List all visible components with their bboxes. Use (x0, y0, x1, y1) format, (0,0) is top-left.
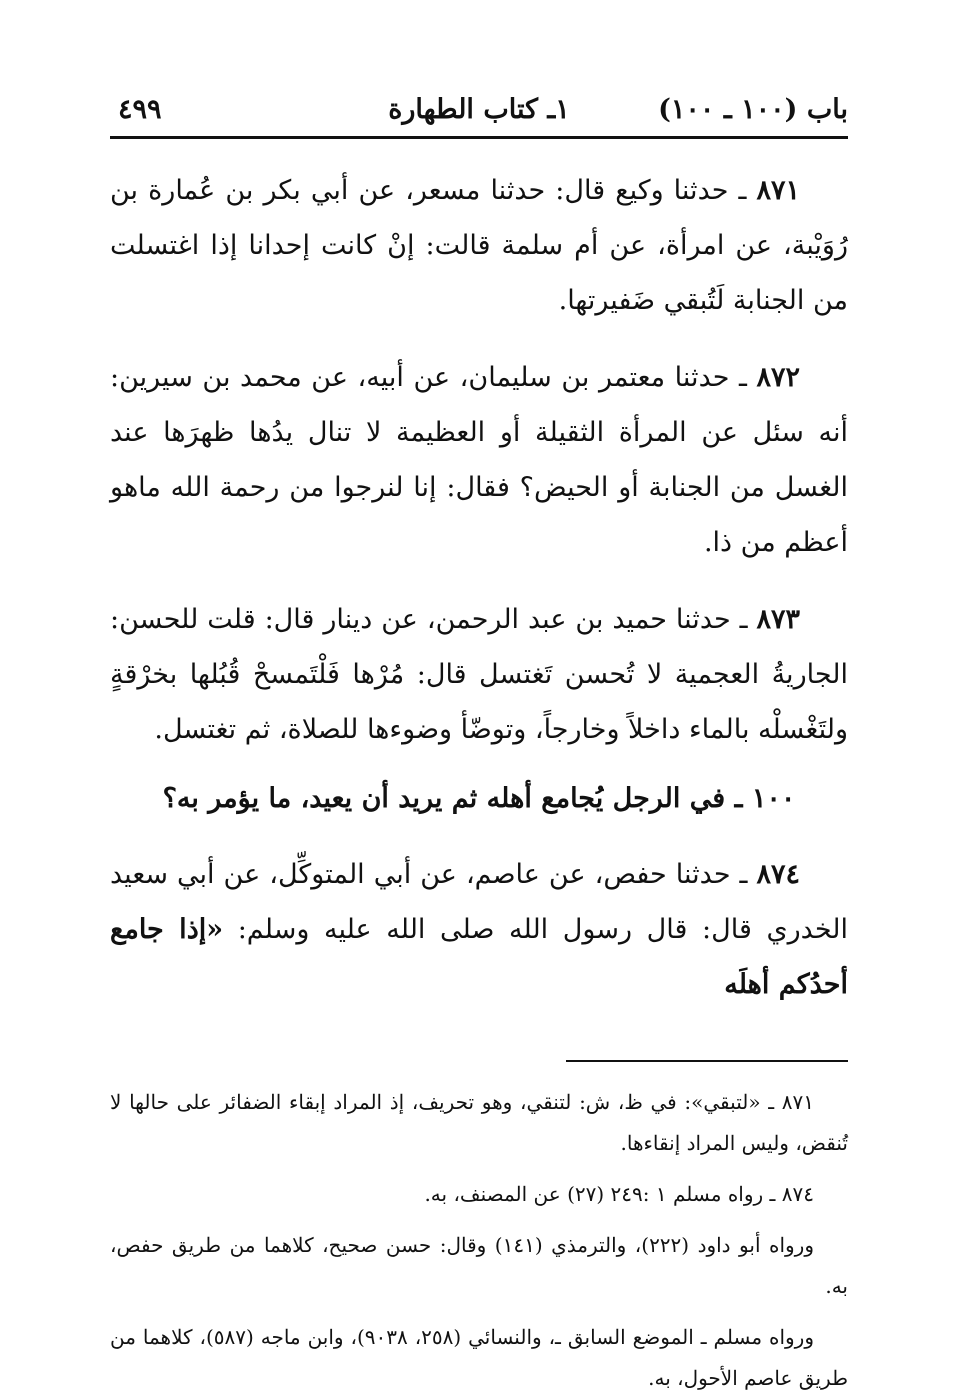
hadith-number: ٨٧١ (756, 175, 800, 206)
hadith-body: ـ حدثنا حميد بن عبد الرحمن، عن دينار قال: قلت للحسن: الجاريةُ العجمية لا تُحسن تَغتسل قال: مُرْها فَلْتَمسحْ قُبُلها بخرْقةٍ ولتَغْسلْه بالماء داخلاً وخارجاً، وتوضّأ وضوءها للصلاة، ثم تغتسل. (110, 604, 848, 745)
footnote: ورواه أبو داود (٢٢٢)، والترمذي (١٤١) وقال: حسن صحيح، كلاهما من طريق حفص، به. (110, 1233, 848, 1298)
page-number: ٤٩٩ (118, 94, 162, 125)
footnote: ورواه مسلم ـ الموضع السابق ـ، والنسائي (٢٥٨، ٩٠٣٨)، وابن ماجه (٥٨٧)، كلاهما من طريق عاصم الأحول، به. (110, 1325, 848, 1390)
hadith-874 (110, 847, 848, 1012)
footnote: ٨٧٤ ـ رواه مسلم ١ :٢٤٩ (٢٧) عن المصنف، به. (424, 1182, 814, 1206)
footnote-separator (566, 1060, 848, 1062)
page-header (110, 80, 848, 139)
hadith-871 (110, 163, 848, 328)
footnote: ٨٧١ ـ «لتبقي»: في ظ، ش: لتنقي، وهو تحريف، إذ المراد إبقاء الضفائر على حالها لا تُنقض، وليس المراد إنقاءها. (110, 1090, 848, 1155)
hadith-number: ٨٧٣ (756, 604, 800, 635)
hadith-body: ـ حدثنا معتمر بن سليمان، عن أبيه، عن محمد بن سيرين: أنه سئل عن المرأة الثقيلة أو العظيمة لا تنال يدُها ظهرَها عند الغسل من الجنابة أو الحيض؟ فقال: إنا لنرجوا من رحمة الله ماهو أعظم من ذا. (110, 362, 848, 558)
section-heading: ١٠٠ ـ في الرجل يُجامع أهله ثم يريد أن يعيد، ما يؤمر به؟ (162, 783, 796, 814)
hadith-number: ٨٧٤ (756, 859, 800, 890)
main-text (110, 163, 848, 1012)
footnotes (110, 1082, 848, 1399)
running-head-book: ١ـ كتاب الطهارة (388, 94, 570, 125)
running-head-chapter: باب (١٠٠ ـ ١٠٠) (658, 94, 848, 125)
hadith-872 (110, 350, 848, 570)
hadith-body: ـ حدثنا وكيع قال: حدثنا مسعر، عن أبي بكر بن عُمارة بن رُوَيْبة، عن امرأة، عن أم سلمة قالت: إنْ كانت إحدانا إذا اغتسلت من الجنابة لَتُبقي ضَفيرتها. (110, 175, 848, 316)
hadith-number: ٨٧٢ (756, 362, 800, 393)
hadith-body: ـ حدثنا حفص، عن عاصم، عن أبي المتوكِّل، عن أبي سعيد الخدري قال: قال رسول الله صلى الله عليه وسلم: (110, 859, 848, 945)
hadith-873 (110, 592, 848, 757)
book-page (110, 80, 848, 1390)
prophetic-quote: «إذا جامع أحدُكم أهلَه (110, 914, 848, 1000)
